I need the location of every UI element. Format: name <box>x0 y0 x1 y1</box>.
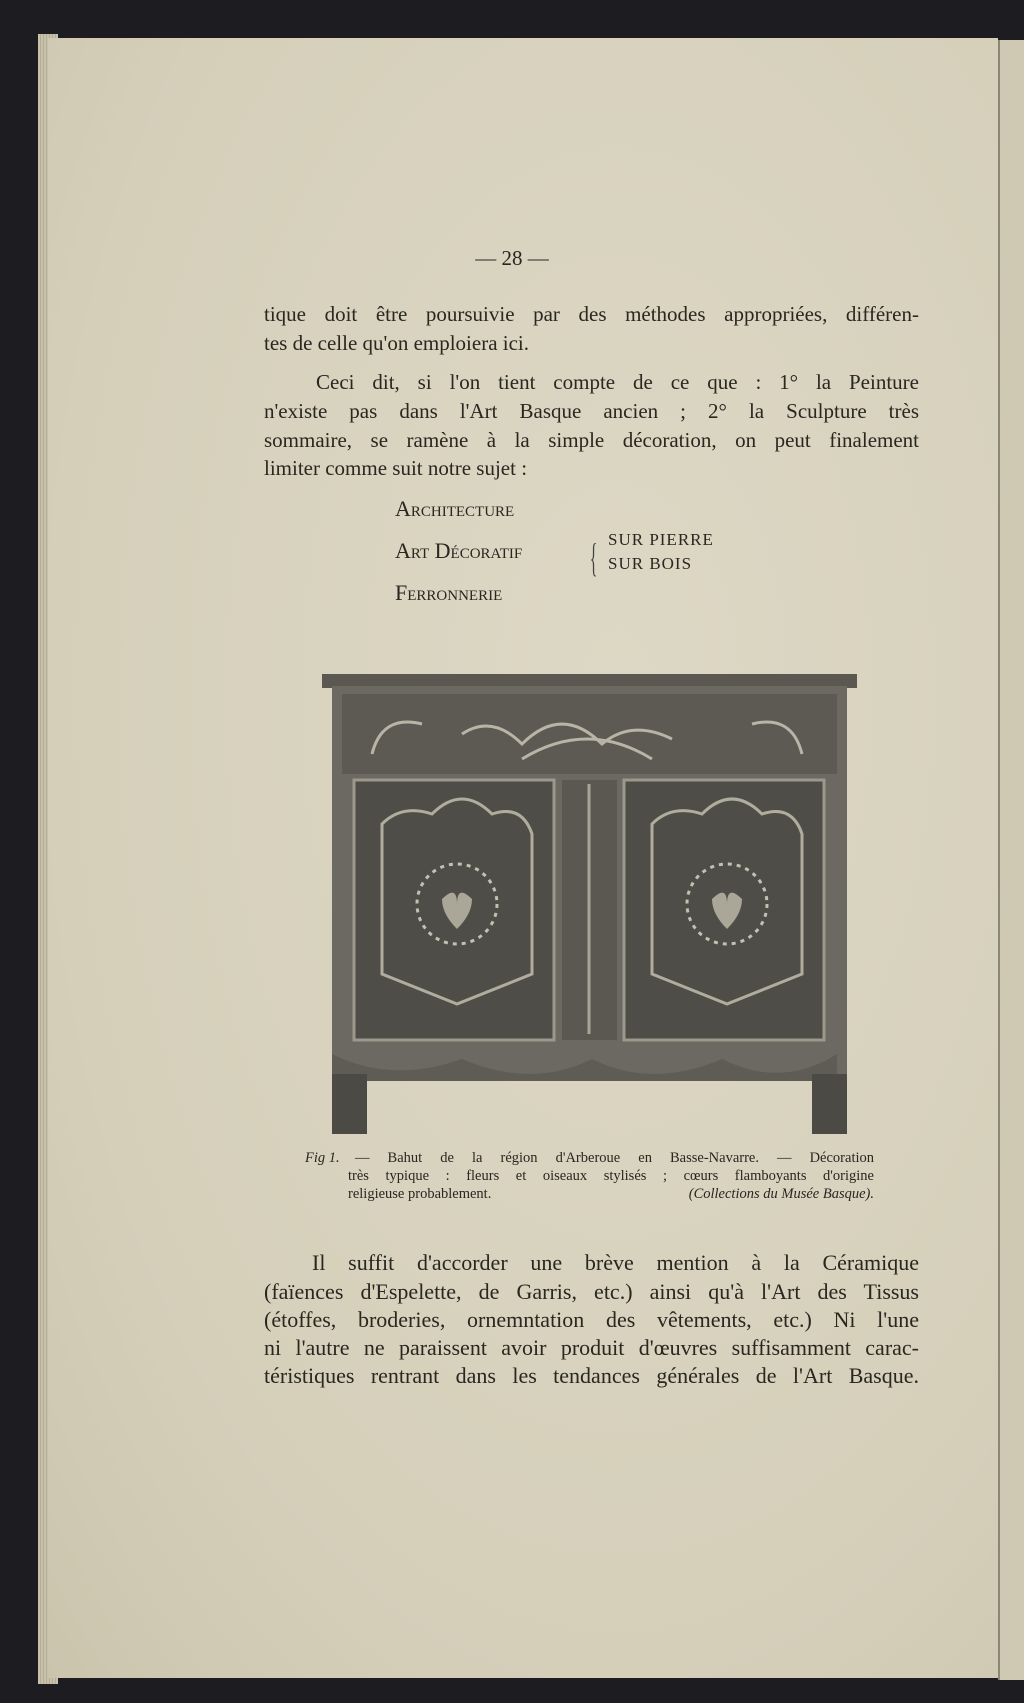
paragraph3-line: Il suffit d'accorder une brève mention à la Céramique <box>312 1250 919 1275</box>
subject-ferronnerie: Ferronnerie <box>395 580 503 605</box>
subject-architecture: Architecture <box>395 496 515 521</box>
subject-art-decoratif: Art Décoratif <box>395 538 523 563</box>
figure-caption-line: — Bahut de la région d'Arberoue en Basse-Navarre. — Décoration <box>355 1150 874 1166</box>
cabinet-photo <box>322 674 857 1144</box>
paragraph2-line: limiter comme suit notre sujet : <box>264 456 528 480</box>
paragraph2-line: sommaire, se ramène à la simple décoration, on peut finalement <box>264 428 919 452</box>
paragraph3-line: ni l'autre ne paraissent avoir produit d'œuvres suffisamment carac- <box>264 1335 919 1360</box>
next-page-edge <box>998 40 1024 1680</box>
paragraph2-line: Ceci dit, si l'on tient compte de ce que : 1° la Peinture <box>316 370 919 394</box>
figure-label: Fig 1. <box>305 1150 340 1166</box>
paragraph1-line: tique doit être poursuivie par des méthodes appropriées, différen- <box>264 302 919 326</box>
paragraph3-line: téristiques rentrant dans les tendances générales de l'Art Basque. <box>264 1363 919 1388</box>
subject-sur-pierre: SUR PIERRE <box>608 530 714 549</box>
figure-credit: (Collections du Musée Basque). <box>688 1186 874 1202</box>
subject-sur-bois: SUR BOIS <box>608 554 693 573</box>
brace: { <box>589 535 598 580</box>
paragraph2-line: n'existe pas dans l'Art Basque ancien ; 2° la Sculpture très <box>264 399 919 423</box>
page-number: — 28 — <box>475 246 549 270</box>
figure-caption-line: très typique : fleurs et oiseaux stylisés ; cœurs flamboyants d'origine <box>348 1168 874 1184</box>
figure-caption-line: religieuse probablement. <box>348 1186 492 1202</box>
paragraph3-line: (faïences d'Espelette, de Garris, etc.) ainsi qu'à l'Art des Tissus <box>264 1279 919 1304</box>
paragraph1-line: tes de celle qu'on emploiera ici. <box>264 331 530 355</box>
paragraph3-line: (étoffes, broderies, ornemntation des vêtements, etc.) Ni l'une <box>264 1307 919 1332</box>
